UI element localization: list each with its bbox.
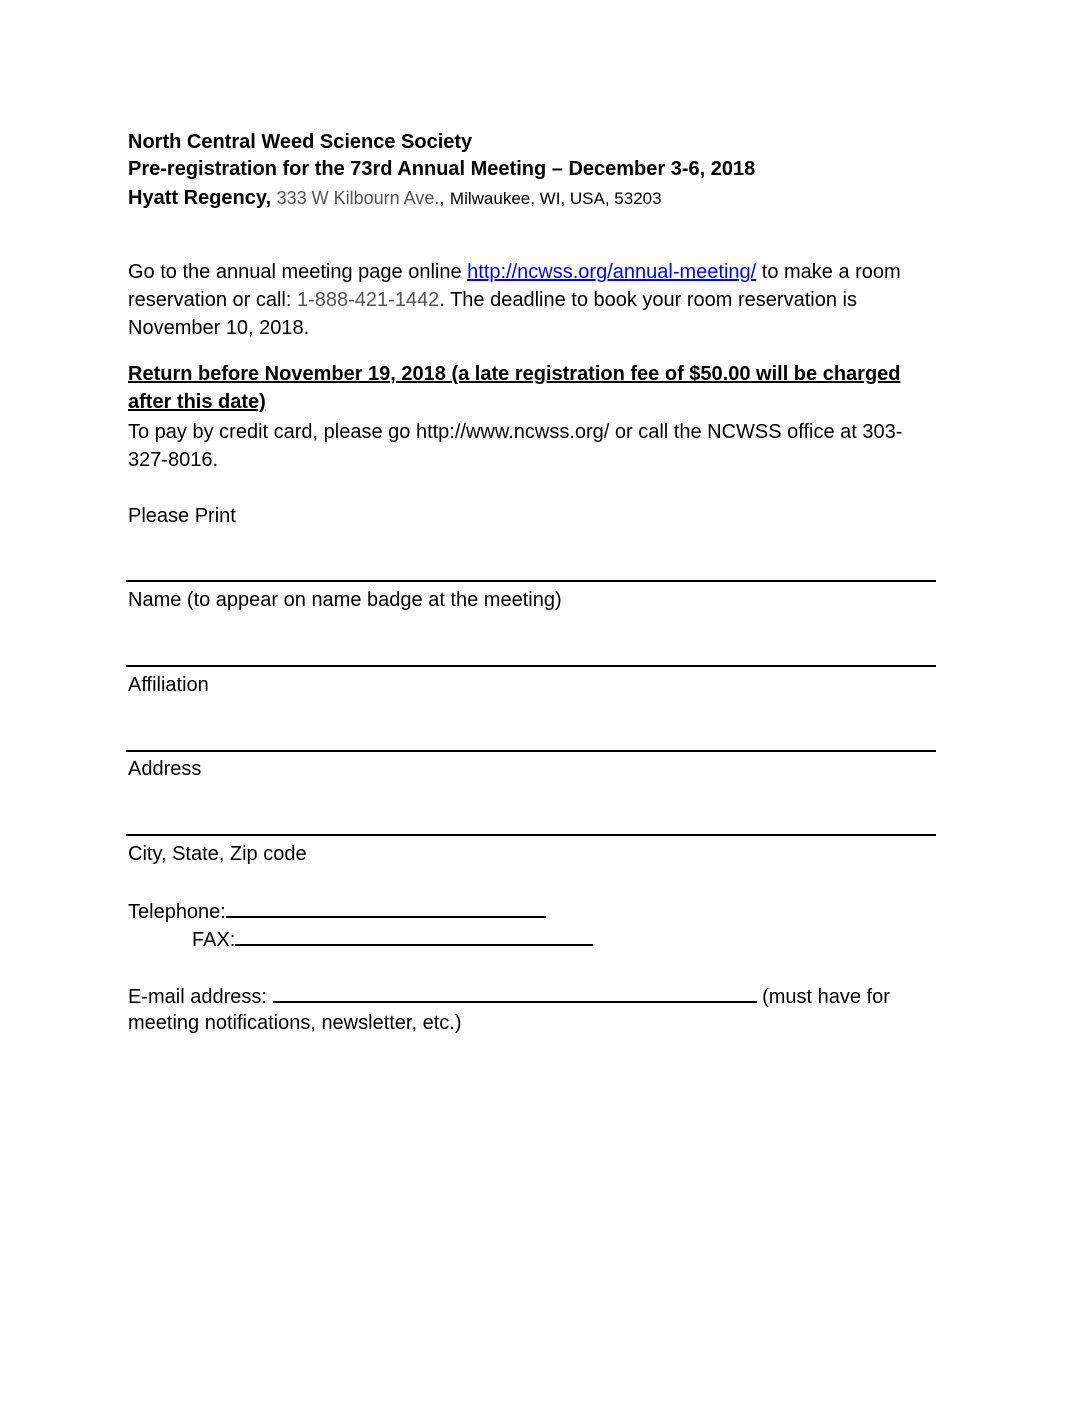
venue-name: Hyatt Regency, bbox=[128, 187, 272, 209]
return-notice-line-1: Return before November 19, 2018 (a late registration fee of $50.00 will be charged bbox=[128, 363, 901, 385]
email-row bbox=[128, 981, 890, 1011]
address-field-label: Address bbox=[128, 758, 202, 780]
venue-comma: , bbox=[439, 188, 445, 208]
venue-street: 333 W Kilbourn Ave. bbox=[276, 188, 440, 208]
meeting-title: Pre-registration for the 73rd Annual Meeting – December 3-6, 2018 bbox=[128, 158, 756, 180]
venue-line bbox=[128, 184, 662, 213]
email-note-2: meeting notifications, newsletter, etc.) bbox=[128, 1012, 462, 1034]
name-field-line[interactable] bbox=[126, 580, 936, 582]
venue-city: Milwaukee, WI, USA, 53203 bbox=[449, 189, 662, 208]
address-field-line[interactable] bbox=[126, 750, 936, 752]
telephone-row bbox=[128, 896, 546, 926]
city-state-zip-field-line[interactable] bbox=[126, 834, 936, 836]
city-state-zip-field-label: City, State, Zip code bbox=[128, 843, 307, 865]
telephone-label: Telephone: bbox=[128, 901, 226, 923]
please-print-label: Please Print bbox=[128, 505, 236, 527]
hotel-post-link: to make a room bbox=[761, 261, 901, 283]
telephone-field-line[interactable] bbox=[226, 896, 546, 918]
hotel-deadline-text: . The deadline to book your room reservation is bbox=[439, 289, 857, 311]
affiliation-field-line[interactable] bbox=[126, 665, 936, 667]
payment-line-1: To pay by credit card, please go http://www.ncwss.org/ or call the NCWSS office at 303- bbox=[128, 421, 903, 443]
email-label: E-mail address: bbox=[128, 986, 267, 1008]
org-name: North Central Weed Science Society bbox=[128, 131, 473, 153]
affiliation-field-label: Affiliation bbox=[128, 674, 209, 696]
annual-meeting-link[interactable]: http://ncwss.org/annual-meeting/ bbox=[467, 261, 757, 283]
fax-row bbox=[192, 924, 593, 954]
payment-line-2: 327-8016. bbox=[128, 449, 219, 471]
hotel-deadline-date: November 10, 2018. bbox=[128, 317, 310, 339]
email-field-line[interactable] bbox=[273, 981, 757, 1003]
fax-label: FAX: bbox=[192, 929, 236, 951]
return-notice-line-2: after this date) bbox=[128, 391, 266, 413]
hotel-reservation-call: reservation or call: bbox=[128, 289, 292, 311]
name-field-label: Name (to appear on name badge at the meeting) bbox=[128, 589, 562, 611]
hotel-line-2 bbox=[128, 286, 857, 314]
hotel-line-1 bbox=[128, 258, 901, 286]
email-note-1: (must have for bbox=[762, 986, 890, 1008]
hotel-phone: 1-888-421-1442 bbox=[296, 289, 440, 311]
hotel-pre-link: Go to the annual meeting page online bbox=[128, 261, 462, 283]
fax-field-line[interactable] bbox=[235, 924, 593, 946]
